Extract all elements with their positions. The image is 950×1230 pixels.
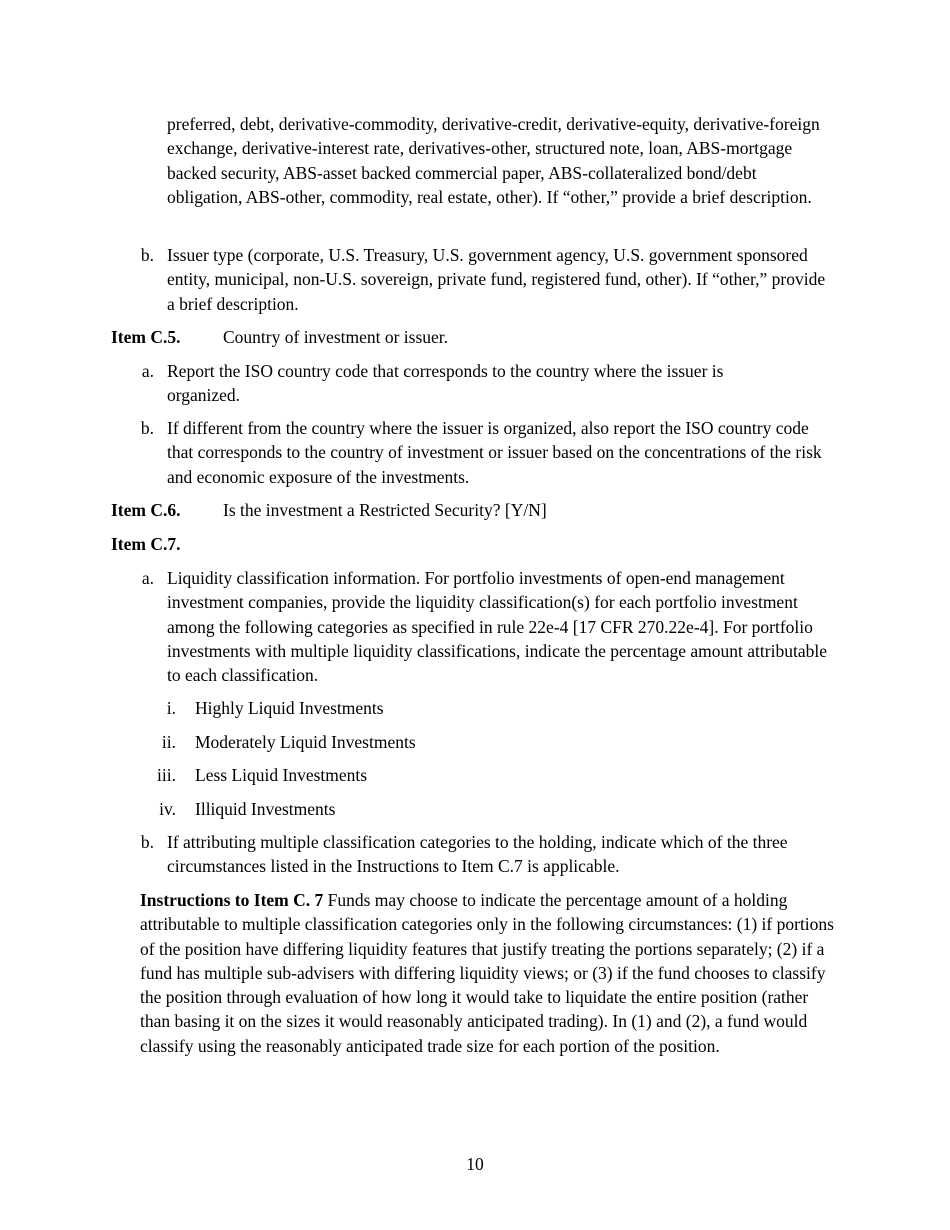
- item-c5-title: Country of investment or issuer.: [223, 327, 449, 347]
- item-c7-b-text: If attributing multiple classification categories to the holding, indicate which of the three circumstances listed in the Instructions to Item C.7 is applicable.: [167, 832, 788, 877]
- item-c5-a-text: Report the ISO country code that corresponds to the country where the issuer is organized.: [167, 361, 724, 406]
- item-c5-b-text: If different from the country where the issuer is organized, also report the ISO country code that corresponds to the country of investment or issuer based on the concentrations of the risk and economic exposure of the investments.: [167, 418, 822, 487]
- item-c4-b-marker: b.: [140, 245, 154, 265]
- item-c7-a-marker: a.: [141, 568, 154, 588]
- item-c7-a-text: Liquidity classification information. For portfolio investments of open-end management investment companies, provide the liquidity classification(s) for each portfolio investment among the following categories as specified in rule 22e-4 [17 CFR 270.22e-4]. For portfolio investments with multiple liquidity classifications, indicate the percentage amount attributable to each classification.: [167, 568, 827, 686]
- subitem-text: Moderately Liquid Investments: [195, 732, 416, 752]
- subitem-text: Less Liquid Investments: [195, 765, 368, 785]
- item-c4-b-text: Issuer type (corporate, U.S. Treasury, U.S. government agency, U.S. government sponsored entity, municipal, non-U.S. sovereign, private fund, registered fund, other). If “other,” provide a brief description.: [167, 245, 826, 314]
- subitem-marker: i.: [166, 698, 176, 718]
- item-c5-label: Item C.5.: [111, 327, 181, 347]
- continuation-paragraph: preferred, debt, derivative-commodity, derivative-credit, derivative-equity, derivative-foreign exchange, derivative-interest rate, derivatives-other, structured note, loan, ABS-mortgage backed security, ABS-asset backed commercial paper, ABS-collateralized bond/debt obligation, ABS-other, commodity, real estate, other). If “other,” provide a brief description.: [167, 114, 820, 207]
- item-c7-b-marker: b.: [140, 832, 154, 852]
- instructions-paragraph: [140, 888, 836, 1058]
- subitem-text: Highly Liquid Investments: [195, 698, 384, 718]
- instructions-heading: Instructions to Item C. 7: [140, 890, 324, 910]
- item-c5-b-marker: b.: [140, 418, 154, 438]
- subitem-marker: ii.: [161, 732, 176, 752]
- item-c6-label: Item C.6.: [111, 500, 181, 520]
- instructions-text: Funds may choose to indicate the percentage amount of a holding attributable to multiple classification categories only in the following circumstances: (1) if portions of the position have differing liquidity features that justify treating the portions separately; (2) if a fund has multiple sub-advisers with differing liquidity views; or (3) if the fund chooses to classify the position through evaluation of how long it would take to liquidate the entire position (rather than basing it on the sizes it would reasonably anticipated trading). In (1) and (2), a fund would classify using the reasonably anticipated trade size for each portion of the position.: [140, 890, 834, 1056]
- subitem-text: Illiquid Investments: [195, 799, 336, 819]
- item-c7-label: Item C.7.: [111, 534, 181, 554]
- item-c6-title: Is the investment a Restricted Security? [Y/N]: [223, 500, 547, 520]
- subitem-marker: iv.: [159, 799, 176, 819]
- item-c5-a-marker: a.: [141, 361, 154, 381]
- subitem-marker: iii.: [157, 765, 176, 785]
- page-number: 10: [466, 1154, 484, 1174]
